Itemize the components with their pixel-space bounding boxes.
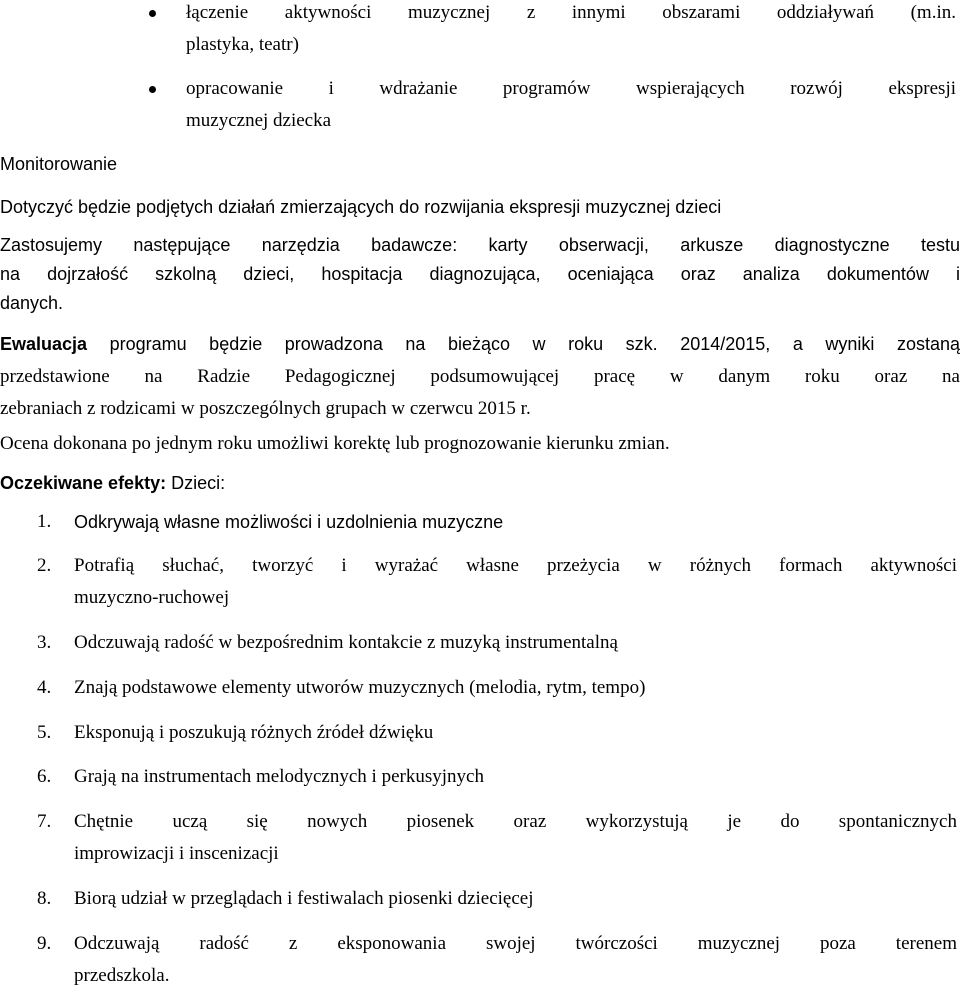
list-item-text [74, 506, 957, 538]
bullet-line: opracowanie i wdrażanie programów wspierających rozwój ekspresji [186, 78, 956, 99]
list-item-text [74, 550, 957, 614]
assessment-paragraph [0, 428, 960, 460]
list-item-line: Eksponują i poszukują różnych źródeł dźwięku [74, 722, 434, 743]
paragraph-line: zebraniach z rodzicami w poszczególnych grupach w czerwcu 2015 r. [0, 398, 531, 419]
effects-label: Oczekiwane efekty: [0, 473, 167, 493]
list-number: 2. [37, 555, 52, 576]
paragraph-line [0, 328, 960, 361]
list-number: 9. [37, 933, 52, 954]
list-item-text [74, 806, 957, 870]
monitoring-heading [0, 148, 960, 180]
effects-subject: Dzieci: [166, 473, 226, 493]
evaluation-label: Ewaluacja [0, 334, 88, 354]
list-item-line: Odczuwają radość w bezpośrednim kontakcie z muzyką instrumentalną [74, 632, 618, 653]
bullet-dot-icon [149, 86, 156, 93]
bullet-line: plastyka, teatr) [186, 34, 299, 55]
effects-heading [0, 467, 960, 500]
evaluation-paragraph [0, 328, 960, 425]
list-number: 5. [37, 722, 52, 743]
paragraph-line: danych. [0, 293, 64, 313]
list-item-text [74, 717, 957, 749]
list-item-text [74, 672, 957, 704]
list-item-line: Chętnie uczą się nowych piosenek oraz wykorzystują je do spontanicznych [74, 811, 957, 832]
paragraph-line: Ocena dokonana po jednym roku umożliwi korektę lub prognozowanie kierunku zmian. [0, 433, 670, 454]
list-item-line: Grają na instrumentach melodycznych i perkusyjnych [74, 766, 484, 787]
list-item-text [74, 883, 957, 915]
list-number: 4. [37, 677, 52, 698]
bullet-line: muzycznej dziecka [186, 110, 332, 131]
section-heading: Monitorowanie [0, 154, 118, 174]
paragraph-line [0, 467, 960, 500]
list-item-line: Odkrywają własne możliwości i uzdolnienia muzyczne [74, 512, 504, 532]
evaluation-text: programu będzie prowadzona na bieżąco w roku szk. 2014/2015, a wyniki zostaną [87, 334, 960, 354]
list-item-text [74, 627, 957, 659]
tools-paragraph [0, 229, 960, 319]
list-number: 6. [37, 766, 52, 787]
bullet-line: łączenie aktywności muzycznej z innymi obszarami oddziaływań (m.in. [186, 2, 956, 23]
list-number: 3. [37, 632, 52, 653]
list-item-line: Biorą udział w przeglądach i festiwalach piosenki dziecięcej [74, 888, 534, 909]
bullet-item [186, 73, 956, 137]
list-item-line: muzyczno-ruchowej [74, 587, 230, 608]
list-item-line: Potrafią słuchać, tworzyć i wyrażać własne przeżycia w różnych formach aktywności [74, 555, 957, 576]
paragraph-line: Dotyczyć będzie podjętych działań zmierzających do rozwijania ekspresji muzycznej dzieci [0, 197, 722, 217]
list-item-line: Znają podstawowe elementy utworów muzycznych (melodia, rytm, tempo) [74, 677, 646, 698]
list-item-line: improwizacji i inscenizacji [74, 843, 279, 864]
list-number: 1. [37, 511, 52, 532]
list-item-line: przedszkola. [74, 965, 170, 986]
paragraph-line: przedstawione na Radzie Pedagogicznej podsumowującej pracę w danym roku oraz na [0, 366, 960, 387]
paragraph-line: na dojrzałość szkolną dzieci, hospitacja diagnozująca, oceniająca oraz analiza dokumentów i [0, 264, 960, 284]
list-item-line: Odczuwają radość z eksponowania swojej twórczości muzycznej poza terenem [74, 933, 957, 954]
list-item-text [74, 928, 957, 992]
list-item-text [74, 761, 957, 793]
bullet-item [186, 0, 956, 61]
list-number: 7. [37, 811, 52, 832]
monitoring-description [0, 191, 960, 223]
list-number: 8. [37, 888, 52, 909]
paragraph-line: Zastosujemy następujące narzędzia badawcze: karty obserwacji, arkusze diagnostyczne testu [0, 235, 960, 255]
bullet-dot-icon [149, 10, 156, 17]
